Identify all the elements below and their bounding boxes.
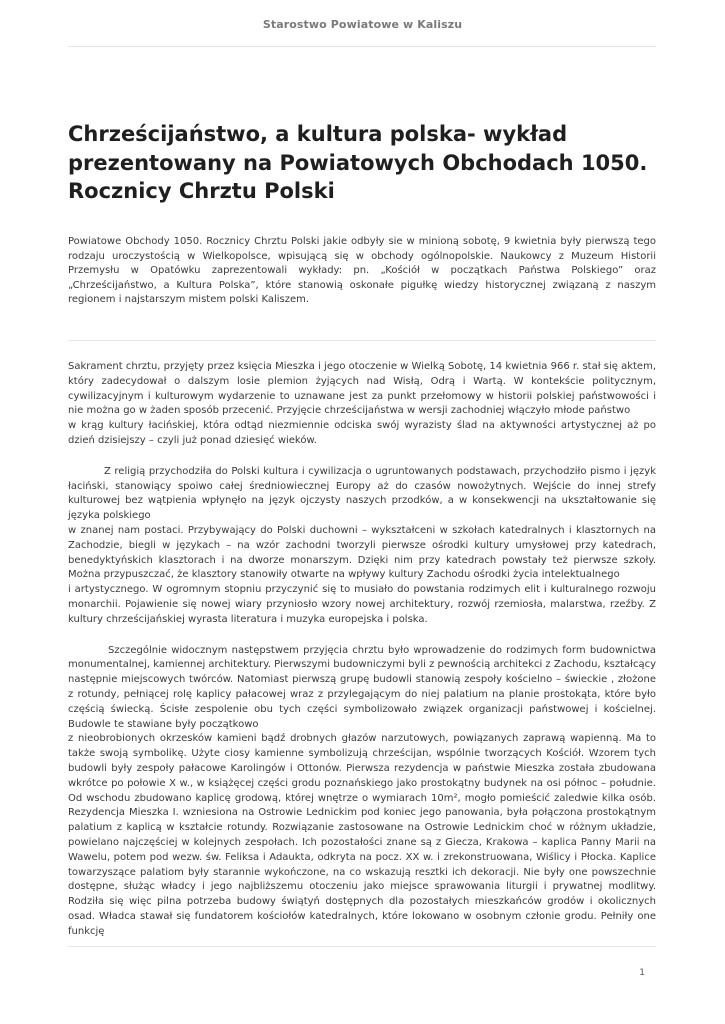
running-header: Starostwo Powiatowe w Kaliszu bbox=[262, 18, 463, 31]
footer-divider bbox=[68, 946, 656, 947]
paragraph-2-line-3: i artystycznego. W ogromnym stopniu przyczynić się to musiało do powstania rodzimych elit i kulturalnego rozwoju monarchii. Pojawienie się nowej wiary przyniosło wzory nowej architektury, rozwój rzemiosła, malarstwa, rzeźby. Z kultury chrześcijańskiej wyrasta literatura i muzyka europejska i polska. bbox=[68, 584, 656, 625]
paragraph-3 bbox=[68, 644, 656, 940]
article-body bbox=[68, 360, 656, 955]
paragraph-3-line-2: z nieobrobionych okrzesków kamieni bądź drobnych głazów narzutowych, powiązanych zaprawą wapienną. Ma to także swoją symbolikę. Użyte ciosy kamienne symbolizują chrześcijan, wspólnie tworzących Kościół. Wzorem tych budowli były zespoły pałacowe Karolingów i Ottonów. Pierwsza rezydencja w państwie Mieszka została zbudowana wkrótce po połowie X w., w książęcej części grodu poznańskiego jako prostokątny budynek na osi północ – południe. Od wschodu zbudowano kaplicę grodową, której wnętrze o wymiarach 10m², mogło pomieścić zaledwie kilka osób. Rezydencja Mieszka I. wzniesiona na Ostrowie Lednickim pod koniec jego panowania, była połączona prostokątnym palatium z kaplicą w kształcie rotundy. Rozwiązanie zastosowane na Ostrowie Lednickim choć w różnym układzie, powielano najczęściej w kolejnych zespołach. Ich pozostałości znane są z Giecza, Krakowa – kaplica Panny Marii na Wawelu, potem pod wezw. św. Feliksa i Adaukta, odkryta na pocz. XX w. i zrekonstruowana, Wiślicy i Płocka. Kaplice towarzyszące palatiom były starannie wykończone, na co wskazują resztki ich dekoracji. Nie były one powszechnie dostępne, służąc władcy i jego najbliższemu otoczeniu jako miejsce sprawowania liturgii i prywatnej modlitwy. Rodziła się więc pilna potrzeba budowy świątyń dostępnych dla pozostałych mieszkańców grodów i okolicznych osad. Władca stawał się fundatorem kościołów katedralnych, które lokowano w osobnym członie grodu. Pełniły one funkcję bbox=[68, 733, 656, 937]
paragraph-2 bbox=[68, 465, 656, 628]
article-title: Chrześcijaństwo, a kultura polska- wykład prezentowany na Powiatowych Obchodach 1050. Rocznicy Chrztu Polski bbox=[68, 122, 648, 203]
paragraph-3-line-1: Szczególnie widocznym następstwem przyjęcia chrztu było wprowadzenie do rodzimych form budownictwa monumentalnej, kamiennej architektury. Pierwszymi budowniczymi byli z pewnością architekci z Zachodu, kształcący następnie miejscowych twórców. Natomiast pierwszą grupę budowli stanowią zespoły kościelno – świeckie , złożone z rotundy, pełniącej rolę kaplicy pałacowej wraz z przylegającym do niej palatium na planie prostokąta, które było częścią świecką. Ścisłe zespolenie obu tych części symbolizowało związek organizacji państwowej i kościelnej. Budowle te stawiane były początkowo bbox=[68, 644, 656, 730]
page-number: 1 bbox=[639, 968, 645, 978]
content-divider bbox=[68, 340, 656, 341]
paragraph-1-line-1: Sakrament chrztu, przyjęty przez księcia Mieszka i jego otoczenie w Wielką Sobotę, 14 kwietnia 966 r. stał się aktem, który zadecydował o dalszym losie plemion żyjących nad Wisłą, Odrą i Wartą. W kontekście politycznym, cywilizacyjnym i kulturowym wydarzenie to uznawane jest za punkt przełomowy w historii polskiej państwowości i nie można go w żaden sposób przecenić. Przyjęcie chrześcijaństwa w wersji zachodniej włączyło młode państwo bbox=[68, 361, 656, 417]
article-lead: Powiatowe Obchody 1050. Rocznicy Chrztu Polski jakie odbyły sie w minioną sobotę, 9 kwietnia były pierwszą tego rodzaju uroczystością w Wielkopolsce, wpisującą się w obchody ogólnopolskie. Naukowcy z Muzeum Historii Przemysłu w Opatówku zaprezentowali wykłady: pn. „Kościół w początkach Państwa Polskiego” oraz „Chrześcijaństwo, a Kultura Polska”, które stanowią oskonałe pigułkę wiedzy historycznej związaną z naszym regionem i najstarszym mistem polski Kaliszem. bbox=[68, 236, 656, 305]
header-divider bbox=[68, 46, 656, 47]
paragraph-1-line-2: w krąg kultury łacińskiej, która odtąd niezmiennie odciska swój wyrazisty ślad na aktywności artystycznej aż po dzień dzisiejszy – czyli już ponad dziesięć wieków. bbox=[68, 420, 656, 446]
paragraph-1 bbox=[68, 360, 656, 449]
paragraph-2-line-2: w znanej nam postaci. Przybywający do Polski duchowni – wykształceni w szkołach katedralnych i klasztornych na Zachodzie, biegli w językach – na wzór zachodni tworzyli pierwsze ośrodki kultury umysłowej przy katedrach, benedyktyńskich klasztorach i na dworze monarszym. Dzięki nim przy katedrach powstały też pierwsze szkoły. Można przypuszczać, że klasztory stanowiły otwarte na wpływy kultury Zachodu ośrodki życia intelektualnego bbox=[68, 524, 656, 581]
paragraph-2-line-1: Z religią przychodziła do Polski kultura i cywilizacja o ugruntowanych podstawach, przychodziło pismo i język łaciński, stanowiący spoiwo całej średniowiecznej Europy aż do czasów nowożytnych. Wejście do innej strefy kulturowej bez wątpienia wpłynęło na język ojczysty naszych przodków, a w konsekwencji na ukształtowanie się języka polskiego bbox=[68, 465, 656, 522]
